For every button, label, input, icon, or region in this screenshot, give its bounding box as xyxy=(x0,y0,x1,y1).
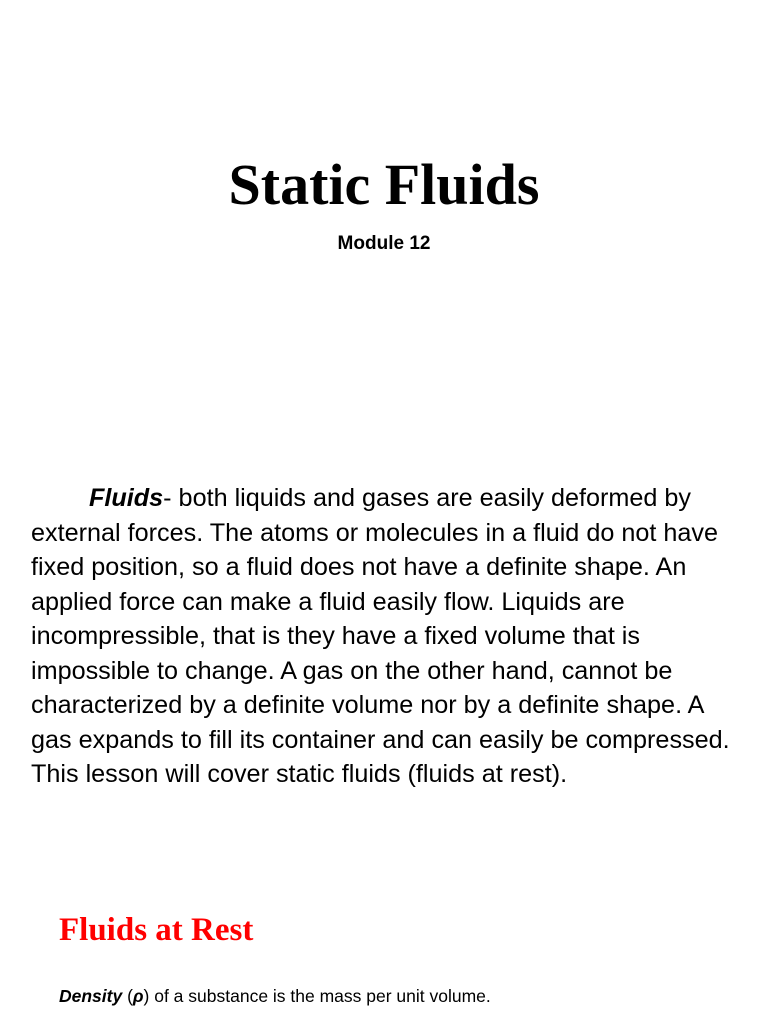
density-definition xyxy=(59,983,759,1009)
fluids-term: Fluids xyxy=(89,484,164,512)
document-title: Static Fluids xyxy=(228,152,540,217)
intro-paragraph xyxy=(31,481,746,792)
section-heading: Fluids at Rest xyxy=(59,912,254,948)
density-definition-text: ) of a substance is the mass per unit volume. xyxy=(143,986,491,1006)
density-term: Density xyxy=(59,986,123,1006)
density-symbol: ρ xyxy=(132,986,144,1006)
intro-text: - both liquids and gases are easily deformed by external forces. The atoms or molecules in a fluid do not have fixed position, so a fluid does not have a definite shape. An applied force can make a fluid easily flow. Liquids are incompressible, that is they have a fixed volume that is impossible to change. A gas on the other hand, cannot be characterized by a definite volume nor by a definite shape. A gas expands to fill its container and can easily be compressed. This lesson will cover static fluids (fluids at rest). xyxy=(31,484,730,788)
density-open-paren: ( xyxy=(122,986,133,1006)
module-label: Module 12 xyxy=(337,233,431,254)
